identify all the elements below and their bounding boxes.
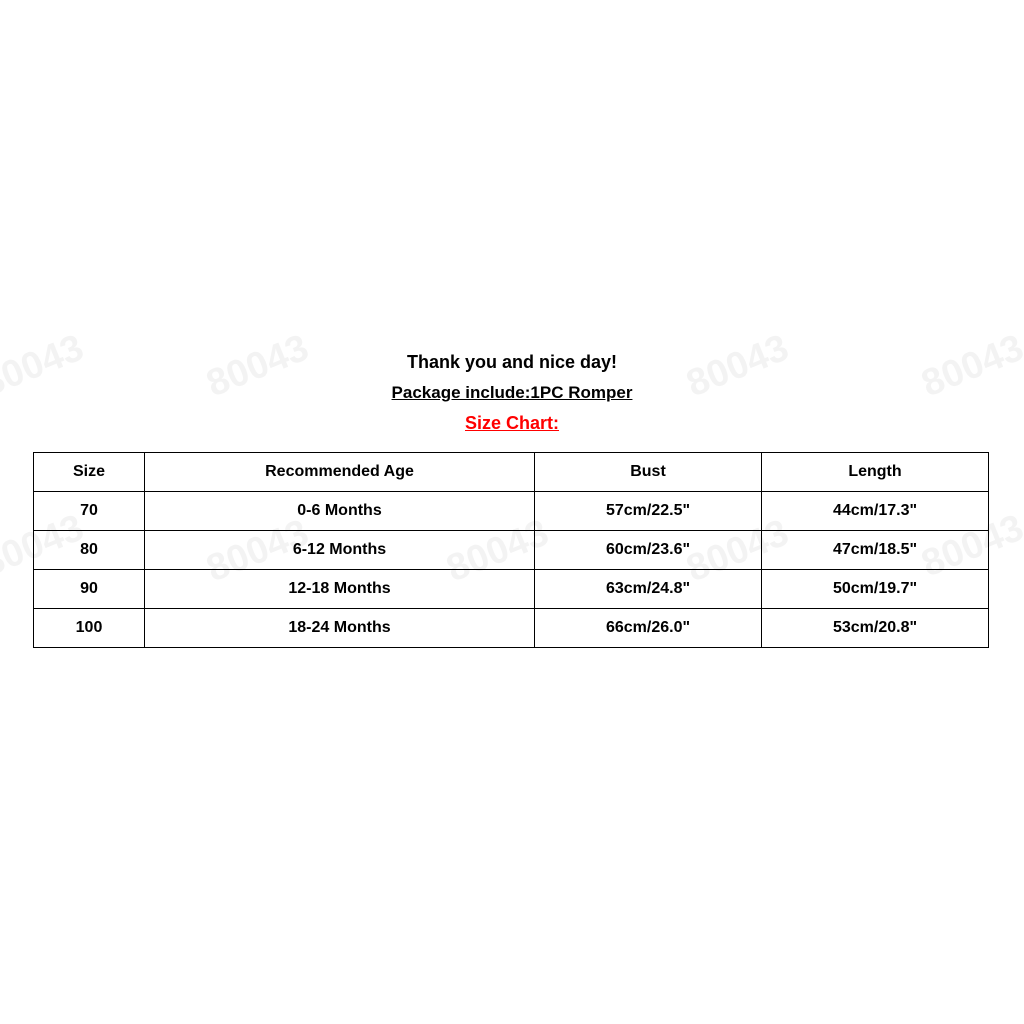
size-chart-table (33, 452, 989, 648)
package-include-text: Package include:1PC Romper (391, 383, 633, 402)
table-row (34, 531, 989, 570)
cell-bust: 57cm/22.5" (535, 492, 762, 531)
cell-length: 47cm/18.5" (762, 531, 989, 570)
cell-recommended-age: 6-12 Months (145, 531, 535, 570)
table-row (34, 570, 989, 609)
cell-length: 44cm/17.3" (762, 492, 989, 531)
cell-size: 100 (34, 609, 145, 648)
cell-bust: 60cm/23.6" (535, 531, 762, 570)
cell-size: 80 (34, 531, 145, 570)
cell-length: 50cm/19.7" (762, 570, 989, 609)
cell-recommended-age: 12-18 Months (145, 570, 535, 609)
cell-recommended-age: 0-6 Months (145, 492, 535, 531)
thanks-message: Thank you and nice day! (406, 352, 618, 372)
cell-recommended-age: 18-24 Months (145, 609, 535, 648)
cell-bust: 66cm/26.0" (535, 609, 762, 648)
table-header-row (34, 453, 989, 492)
column-header-length: Length (762, 453, 989, 492)
cell-bust: 63cm/24.8" (535, 570, 762, 609)
cell-length: 53cm/20.8" (762, 609, 989, 648)
size-chart-title: Size Chart: (464, 413, 560, 433)
cell-size: 70 (34, 492, 145, 531)
table-row (34, 492, 989, 531)
cell-size: 90 (34, 570, 145, 609)
table-row (34, 609, 989, 648)
column-header-size: Size (34, 453, 145, 492)
column-header-recommended-age: Recommended Age (145, 453, 535, 492)
column-header-bust: Bust (535, 453, 762, 492)
